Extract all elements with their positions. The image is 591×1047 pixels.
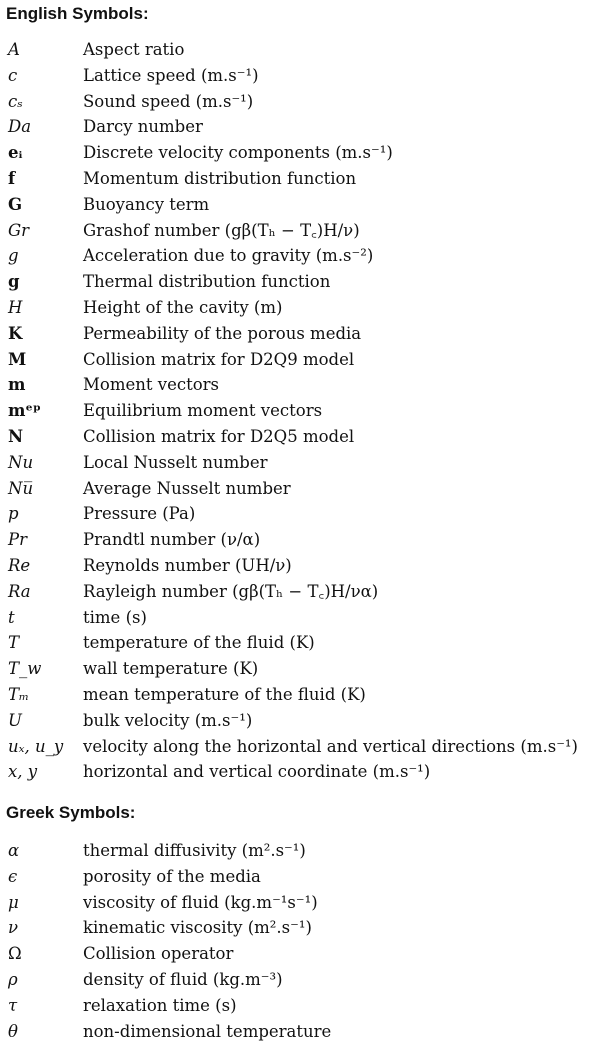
description: viscosity of fluid (kg.m⁻¹s⁻¹) xyxy=(83,892,318,912)
list-item xyxy=(0,708,591,734)
list-item xyxy=(0,321,591,347)
list-item xyxy=(0,501,591,527)
description: Permeability of the porous media xyxy=(83,323,362,343)
symbol: θ xyxy=(8,1021,18,1041)
description: Collision operator xyxy=(83,944,234,964)
symbol: f xyxy=(8,168,16,188)
list-item xyxy=(0,915,591,941)
symbol: Nu xyxy=(8,452,34,472)
description: Rayleigh number (gβ(Tₕ − T꜀)H/να) xyxy=(83,581,379,601)
description: non-dimensional temperature xyxy=(83,1021,332,1041)
symbol: M xyxy=(8,349,27,369)
symbol: mᵉᵖ xyxy=(8,401,42,421)
symbol: cₛ xyxy=(8,91,23,111)
list-item xyxy=(0,682,591,708)
symbol: K xyxy=(8,323,23,343)
symbol: μ xyxy=(8,892,19,912)
greek-symbol-list xyxy=(0,838,591,1044)
description: kinematic viscosity (m².s⁻¹) xyxy=(83,918,312,938)
symbol: Tₘ xyxy=(8,684,30,704)
list-item xyxy=(0,941,591,967)
symbol: Pr xyxy=(8,530,27,550)
description: mean temperature of the fluid (K) xyxy=(83,684,366,704)
list-item xyxy=(0,553,591,579)
description: wall temperature (K) xyxy=(83,659,259,679)
description: Equilibrium moment vectors xyxy=(83,401,323,421)
list-item xyxy=(0,605,591,631)
symbol: T_w xyxy=(8,659,42,679)
description: Grashof number (gβ(Tₕ − T꜀)H/ν) xyxy=(83,220,360,240)
symbol: Ra xyxy=(8,581,31,601)
symbol: A xyxy=(8,40,20,59)
symbol: H xyxy=(8,297,23,317)
list-item xyxy=(0,424,591,450)
description: Average Nusselt number xyxy=(83,478,291,498)
description: Prandtl number (ν/α) xyxy=(83,530,261,550)
description: Sound speed (m.s⁻¹) xyxy=(83,91,254,111)
description: porosity of the media xyxy=(83,866,261,886)
symbol: U xyxy=(8,710,22,730)
greek-symbols-heading: Greek Symbols: xyxy=(6,803,136,822)
symbol: c xyxy=(8,65,18,85)
description: horizontal and vertical coordinate (m.s⁻¹) xyxy=(83,762,431,782)
symbol: g xyxy=(8,246,19,266)
symbol: x, y xyxy=(8,762,38,782)
list-item xyxy=(0,243,591,269)
list-item xyxy=(0,37,591,63)
list-item xyxy=(0,89,591,115)
symbol: g xyxy=(8,272,20,292)
description: relaxation time (s) xyxy=(83,995,237,1015)
list-item xyxy=(0,579,591,605)
description: temperature of the fluid (K) xyxy=(83,633,315,653)
list-item xyxy=(0,527,591,553)
symbol: α xyxy=(8,841,20,860)
symbol: eᵢ xyxy=(8,143,23,163)
list-item xyxy=(0,269,591,295)
symbol: T xyxy=(8,633,20,653)
list-item xyxy=(0,993,591,1019)
description: velocity along the horizontal and vertical directions (m.s⁻¹) xyxy=(83,736,578,756)
list-item xyxy=(0,864,591,890)
list-item xyxy=(0,295,591,321)
description: Moment vectors xyxy=(83,375,219,395)
description: Thermal distribution function xyxy=(83,272,331,292)
description: Acceleration due to gravity (m.s⁻²) xyxy=(83,246,374,266)
symbol: m xyxy=(8,375,26,395)
symbol: N xyxy=(8,426,24,446)
list-item xyxy=(0,734,591,760)
list-item xyxy=(0,63,591,89)
list-item xyxy=(0,890,591,916)
list-item xyxy=(0,838,591,864)
description: Local Nusselt number xyxy=(83,452,268,472)
list-item xyxy=(0,630,591,656)
list-item xyxy=(0,398,591,424)
list-item xyxy=(0,1019,591,1045)
list-item xyxy=(0,140,591,166)
symbol: uₓ, u_y xyxy=(8,736,64,756)
list-item xyxy=(0,347,591,373)
symbol: t xyxy=(8,607,15,627)
description: Pressure (Pa) xyxy=(83,504,196,524)
list-item xyxy=(0,759,591,785)
list-item xyxy=(0,192,591,218)
english-symbol-list xyxy=(0,37,591,785)
description: Reynolds number (UH/ν) xyxy=(83,555,292,575)
description: Darcy number xyxy=(83,117,203,137)
list-item xyxy=(0,114,591,140)
description: bulk velocity (m.s⁻¹) xyxy=(83,710,253,730)
description: Discrete velocity components (m.s⁻¹) xyxy=(83,143,393,163)
list-item xyxy=(0,372,591,398)
description: thermal diffusivity (m².s⁻¹) xyxy=(83,841,306,860)
english-symbols-heading: English Symbols: xyxy=(6,4,149,23)
symbol: Nu̅ xyxy=(8,478,34,498)
symbol: τ xyxy=(8,995,18,1015)
description: Height of the cavity (m) xyxy=(83,297,283,317)
symbol: Da xyxy=(8,117,32,137)
list-item xyxy=(0,476,591,502)
list-item xyxy=(0,656,591,682)
description: Buoyancy term xyxy=(83,194,210,214)
list-item xyxy=(0,166,591,192)
symbol: Gr xyxy=(8,220,30,240)
list-item xyxy=(0,967,591,993)
description: Lattice speed (m.s⁻¹) xyxy=(83,65,259,85)
symbol: G xyxy=(8,194,23,214)
symbol: p xyxy=(8,504,19,524)
symbol: Re xyxy=(8,555,31,575)
list-item xyxy=(0,450,591,476)
description: Collision matrix for D2Q5 model xyxy=(83,426,355,446)
symbol: Ω xyxy=(8,944,22,964)
description: Collision matrix for D2Q9 model xyxy=(83,349,355,369)
description: time (s) xyxy=(83,607,147,627)
symbol: ν xyxy=(8,918,19,938)
description: Aspect ratio xyxy=(83,40,185,59)
description: density of fluid (kg.m⁻³) xyxy=(83,969,283,989)
symbol: ϵ xyxy=(8,866,18,886)
symbol: ρ xyxy=(8,969,18,989)
description: Momentum distribution function xyxy=(83,168,357,188)
list-item xyxy=(0,218,591,244)
